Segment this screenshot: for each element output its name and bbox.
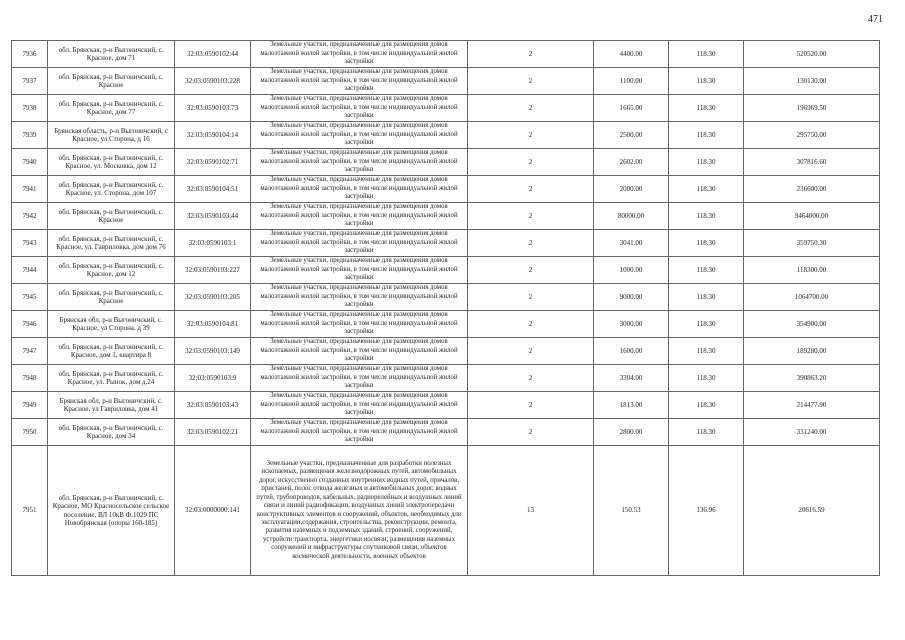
row-number: 7950 bbox=[12, 419, 48, 446]
row-group: 2 bbox=[468, 311, 594, 338]
row-area: 2500.00 bbox=[594, 122, 669, 149]
row-address: Брянская область, р-н Выгоничский, с Красное, ул Сторона, д 16 bbox=[48, 122, 175, 149]
row-cadastral-value: 1064700.00 bbox=[744, 284, 880, 311]
row-address: обл. Брянская, р-н Выгоничский, с. Красное, дом 12 bbox=[48, 257, 175, 284]
row-number: 7940 bbox=[12, 149, 48, 176]
row-cadastral-number: 32:03:0590104:51 bbox=[175, 176, 251, 203]
row-area: 1600.00 bbox=[594, 338, 669, 365]
row-cadastral-number: 32:03:0000000:141 bbox=[175, 446, 251, 576]
row-land-purpose: Земельные участки, предназначенные для размещения домов малоэтажной жилой застройки, в том числе индивидуальной жилой застройки bbox=[251, 149, 468, 176]
row-cadastral-value: 295750.00 bbox=[744, 122, 880, 149]
table-row bbox=[12, 41, 880, 68]
row-address: обл. Брянская, р-н Выгоничский, с. Красное, ул. Сторона, дом 107 bbox=[48, 176, 175, 203]
row-area: 4400.00 bbox=[594, 41, 669, 68]
row-cadastral-value: 390863.20 bbox=[744, 365, 880, 392]
row-land-purpose: Земельные участки, предназначенные для размещения домов малоэтажной жилой застройки, в том числе индивидуальной жилой застройки bbox=[251, 95, 468, 122]
table-row bbox=[12, 365, 880, 392]
row-group: 2 bbox=[468, 257, 594, 284]
row-land-purpose: Земельные участки, предназначенные для размещения домов малоэтажной жилой застройки, в том числе индивидуальной жилой застройки bbox=[251, 203, 468, 230]
row-cadastral-number: 32:03:0590103:1 bbox=[175, 230, 251, 257]
row-address: обл. Брянская, р-н Выгоничский, с. Красное, ул. Гавриловка, дом дом 76 bbox=[48, 230, 175, 257]
row-cadastral-value: 520520.00 bbox=[744, 41, 880, 68]
row-rate: 118.30 bbox=[669, 392, 744, 419]
table-row bbox=[12, 95, 880, 122]
row-address: обл. Брянская, р-н Выгоничский, с. Красное, дом 34 bbox=[48, 419, 175, 446]
row-number: 7947 bbox=[12, 338, 48, 365]
row-number: 7937 bbox=[12, 68, 48, 95]
row-rate: 136.96 bbox=[669, 446, 744, 576]
row-number: 7951 bbox=[12, 446, 48, 576]
row-land-purpose: Земельные участки, предназначенные для разработки полезных ископаемых, размещения железнодорожных путей, автомобильных дорог, искусственно созданных внутренних водных путей, причалов, пристаней, полос отвода железных и автомобильных дорог, водных путей, трубопроводов, кабельных, радиорелейных и воздушных линий связи и линий радиофикации, воздушных линий электропередачи конструктивных элементов и сооружений, объектов, необходимых для эксплуатации,содержания, строительства, реконструкции, ремонта, развития наземных и подземных зданий, строений, сооружений, устройств транспорта, энергетики иосвязи; размещения наземных сооружений и инфраструктуры спутниковой связи, объектов космической деятельности, военных объектов bbox=[251, 446, 468, 576]
row-group: 2 bbox=[468, 419, 594, 446]
row-land-purpose: Земельные участки, предназначенные для размещения домов малоэтажной жилой застройки, в том числе индивидуальной жилой застройки bbox=[251, 284, 468, 311]
row-area: 2000.00 bbox=[594, 176, 669, 203]
row-group: 2 bbox=[468, 122, 594, 149]
table-row bbox=[12, 284, 880, 311]
row-address: обл. Брянская, р-н Выгоничский, с. Красное, ул. Рынок, дом д.24 bbox=[48, 365, 175, 392]
row-cadastral-value: 236600.00 bbox=[744, 176, 880, 203]
row-number: 7941 bbox=[12, 176, 48, 203]
row-area: 1000.00 bbox=[594, 257, 669, 284]
row-address: обл. Брянская, р-н Выгоничский, с. Красное, ул. Московка, дом 12 bbox=[48, 149, 175, 176]
table-row bbox=[12, 122, 880, 149]
row-number: 7939 bbox=[12, 122, 48, 149]
row-cadastral-value: 189280.00 bbox=[744, 338, 880, 365]
row-group: 2 bbox=[468, 284, 594, 311]
row-land-purpose: Земельные участки, предназначенные для размещения домов малоэтажной жилой застройки, в том числе индивидуальной жилой застройки bbox=[251, 122, 468, 149]
row-number: 7942 bbox=[12, 203, 48, 230]
row-number: 7946 bbox=[12, 311, 48, 338]
row-rate: 118.30 bbox=[669, 176, 744, 203]
row-land-purpose: Земельные участки, предназначенные для размещения домов малоэтажной жилой застройки, в том числе индивидуальной жилой застройки bbox=[251, 419, 468, 446]
row-land-purpose: Земельные участки, предназначенные для размещения домов малоэтажной жилой застройки, в том числе индивидуальной жилой застройки bbox=[251, 176, 468, 203]
table-row bbox=[12, 392, 880, 419]
row-land-purpose: Земельные участки, предназначенные для размещения домов малоэтажной жилой застройки, в том числе индивидуальной жилой застройки bbox=[251, 338, 468, 365]
row-rate: 118.30 bbox=[669, 95, 744, 122]
row-area: 9000.00 bbox=[594, 284, 669, 311]
row-cadastral-value: 331240.00 bbox=[744, 419, 880, 446]
table-row bbox=[12, 338, 880, 365]
row-cadastral-number: 32:03:0590103:228 bbox=[175, 68, 251, 95]
table-row bbox=[12, 203, 880, 230]
row-rate: 118.30 bbox=[669, 122, 744, 149]
row-cadastral-value: 196969.50 bbox=[744, 95, 880, 122]
row-cadastral-value: 9464000.00 bbox=[744, 203, 880, 230]
row-address: обл. Брянская, р-н Выгоничский, с. Красное bbox=[48, 284, 175, 311]
row-area: 2602.00 bbox=[594, 149, 669, 176]
table-row bbox=[12, 257, 880, 284]
row-land-purpose: Земельные участки, предназначенные для размещения домов малоэтажной жилой застройки, в том числе индивидуальной жилой застройки bbox=[251, 68, 468, 95]
table-row bbox=[12, 446, 880, 576]
row-land-purpose: Земельные участки, предназначенные для размещения домов малоэтажной жилой застройки, в том числе индивидуальной жилой застройки bbox=[251, 230, 468, 257]
row-area: 2800.00 bbox=[594, 419, 669, 446]
table-row bbox=[12, 149, 880, 176]
row-group: 2 bbox=[468, 41, 594, 68]
row-group: 2 bbox=[468, 203, 594, 230]
row-address: обл. Брянская, р-н Выгоничский, с. Красное, дом 77 bbox=[48, 95, 175, 122]
row-address: обл. Брянская, р-н Выгоничский, с. Красное, дом 71 bbox=[48, 41, 175, 68]
row-number: 7943 bbox=[12, 230, 48, 257]
row-area: 1665.00 bbox=[594, 95, 669, 122]
row-number: 7944 bbox=[12, 257, 48, 284]
row-cadastral-number: 32:03:0590103:9 bbox=[175, 365, 251, 392]
row-cadastral-number: 32:03:0590103:149 bbox=[175, 338, 251, 365]
row-rate: 118.30 bbox=[669, 365, 744, 392]
row-address: Брянская обл, р-н Выгоничский, с. Красное, ул Сторона, д 39 bbox=[48, 311, 175, 338]
row-cadastral-value: 130130.00 bbox=[744, 68, 880, 95]
row-area: 3041.00 bbox=[594, 230, 669, 257]
row-rate: 118.30 bbox=[669, 284, 744, 311]
row-group: 13 bbox=[468, 446, 594, 576]
row-rate: 118.30 bbox=[669, 203, 744, 230]
row-rate: 118.30 bbox=[669, 419, 744, 446]
row-cadastral-number: 32:03:0590102:71 bbox=[175, 149, 251, 176]
table-row bbox=[12, 176, 880, 203]
page-number: 471 bbox=[868, 14, 883, 25]
row-group: 2 bbox=[468, 176, 594, 203]
table-row bbox=[12, 419, 880, 446]
row-cadastral-value: 214477.90 bbox=[744, 392, 880, 419]
row-area: 150.53 bbox=[594, 446, 669, 576]
row-rate: 118.30 bbox=[669, 68, 744, 95]
row-rate: 118.30 bbox=[669, 311, 744, 338]
row-land-purpose: Земельные участки, предназначенные для размещения домов малоэтажной жилой застройки, в том числе индивидуальной жилой застройки bbox=[251, 392, 468, 419]
row-group: 2 bbox=[468, 338, 594, 365]
row-land-purpose: Земельные участки, предназначенные для размещения домов малоэтажной жилой застройки, в том числе индивидуальной жилой застройки bbox=[251, 311, 468, 338]
row-cadastral-value: 354900.00 bbox=[744, 311, 880, 338]
row-cadastral-number: 32:03:0590103:44 bbox=[175, 203, 251, 230]
row-group: 2 bbox=[468, 149, 594, 176]
row-number: 7945 bbox=[12, 284, 48, 311]
row-cadastral-number: 32:03:0590103:73 bbox=[175, 95, 251, 122]
table-row bbox=[12, 230, 880, 257]
row-address: Брянская обл, р-н Выгоничский, с. Красное, ул Гавриловка, дом 41 bbox=[48, 392, 175, 419]
row-cadastral-value: 118300.00 bbox=[744, 257, 880, 284]
row-group: 2 bbox=[468, 95, 594, 122]
row-cadastral-number: 32:03:0590103:205 bbox=[175, 284, 251, 311]
row-area: 1100.00 bbox=[594, 68, 669, 95]
row-land-purpose: Земельные участки, предназначенные для размещения домов малоэтажной жилой застройки, в том числе индивидуальной жилой застройки bbox=[251, 365, 468, 392]
row-group: 2 bbox=[468, 230, 594, 257]
row-cadastral-value: 307816.60 bbox=[744, 149, 880, 176]
row-group: 2 bbox=[468, 392, 594, 419]
row-address: обл. Брянская, р-н Выгоничский, с. Красное, МО Красносельское сельское поселение, ВЛ 10кВ Ф.1029 ПС Новобрянская (опоры 160-185) bbox=[48, 446, 175, 576]
row-address: обл. Брянская, р-н Выгоничский, с. Красное bbox=[48, 68, 175, 95]
row-number: 7948 bbox=[12, 365, 48, 392]
row-cadastral-number: 32:03:0590102:44 bbox=[175, 41, 251, 68]
row-cadastral-value: 20616.59 bbox=[744, 446, 880, 576]
row-address: обл. Брянская, р-н Выгоничский, с. Красное bbox=[48, 203, 175, 230]
row-cadastral-value: 359750.30 bbox=[744, 230, 880, 257]
row-rate: 118.30 bbox=[669, 257, 744, 284]
row-area: 3304.00 bbox=[594, 365, 669, 392]
row-cadastral-number: 32:03:0590104:81 bbox=[175, 311, 251, 338]
row-rate: 118.30 bbox=[669, 230, 744, 257]
row-land-purpose: Земельные участки, предназначенные для размещения домов малоэтажной жилой застройки, в том числе индивидуальной жилой застройки bbox=[251, 257, 468, 284]
row-rate: 118.30 bbox=[669, 338, 744, 365]
table-row bbox=[12, 311, 880, 338]
table-row bbox=[12, 68, 880, 95]
row-group: 2 bbox=[468, 365, 594, 392]
row-area: 1813.00 bbox=[594, 392, 669, 419]
table-body bbox=[12, 41, 880, 576]
land-registry-table bbox=[11, 40, 880, 576]
row-cadastral-number: 32:03:0590103:43 bbox=[175, 392, 251, 419]
row-cadastral-number: 32:03:0590102:21 bbox=[175, 419, 251, 446]
row-number: 7936 bbox=[12, 41, 48, 68]
row-land-purpose: Земельные участки, предназначенные для размещения домов малоэтажной жилой застройки, в том числе индивидуальной жилой застройки bbox=[251, 41, 468, 68]
row-rate: 118.30 bbox=[669, 41, 744, 68]
row-area: 80000.00 bbox=[594, 203, 669, 230]
row-cadastral-number: 32:03:0590104:14 bbox=[175, 122, 251, 149]
row-area: 3000.00 bbox=[594, 311, 669, 338]
row-address: обл. Брянская, р-н Выгоничский, с. Красное, дом 1, квартира 8 bbox=[48, 338, 175, 365]
row-cadastral-number: 32:03:0590103:227 bbox=[175, 257, 251, 284]
row-number: 7949 bbox=[12, 392, 48, 419]
row-number: 7938 bbox=[12, 95, 48, 122]
row-rate: 118.30 bbox=[669, 149, 744, 176]
row-group: 2 bbox=[468, 68, 594, 95]
